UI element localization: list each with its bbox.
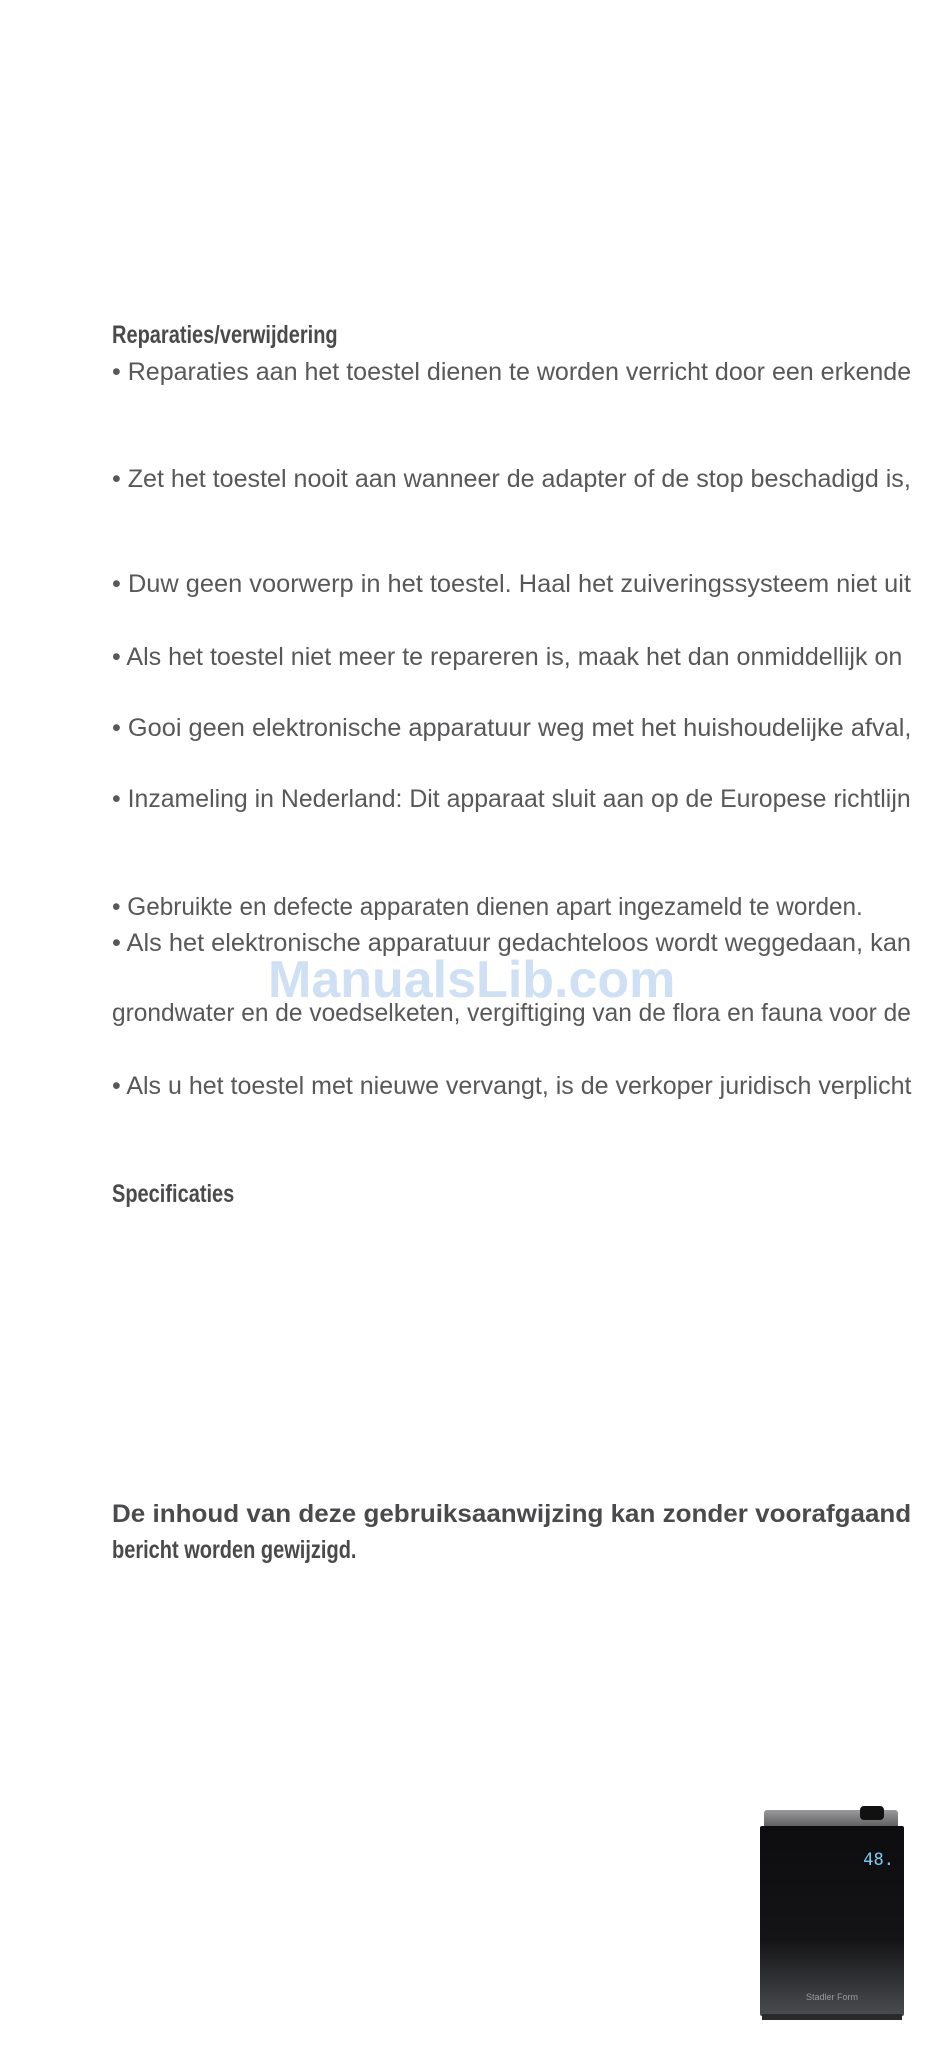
list-item: • Als het toestel niet meer te repareren is, maak het dan onmiddellijk on: [112, 643, 903, 671]
device-body: [760, 1826, 904, 2016]
list-item: • Zet het toestel nooit aan wanneer de adapter of de stop beschadigd is,: [112, 465, 911, 493]
section-heading-specs: Specificaties: [112, 1180, 235, 1208]
device-display: 48.: [863, 1850, 894, 1870]
list-item: • Als u het toestel met nieuwe vervangt, is de verkoper juridisch verplicht: [112, 1072, 912, 1100]
watermark: ManualsLib.com: [268, 951, 676, 1009]
section-heading-repairs: Reparaties/verwijdering: [112, 321, 338, 349]
list-item: • Reparaties aan het toestel dienen te worden verricht door een erkende: [112, 358, 912, 386]
list-item: • Gebruikte en defecte apparaten dienen apart ingezameld te worden.: [112, 893, 863, 921]
device-brand-logo: Stadler Form: [805, 1992, 858, 2002]
knob-icon: [860, 1806, 884, 1820]
list-item: • Gooi geen elektronische apparatuur weg met het huishoudelijke afval,: [112, 714, 912, 742]
list-item: • Als het elektronische apparatuur gedachteloos wordt weggedaan, kan: [112, 929, 912, 957]
notice-text: bericht worden gewijzigd.: [112, 1536, 357, 1564]
list-item: • Inzameling in Nederland: Dit apparaat sluit aan op de Europese richtlijn: [112, 785, 911, 813]
notice-text: De inhoud van deze gebruiksaanwijzing kan zonder voorafgaand: [112, 1500, 912, 1528]
list-item: grondwater en de voedselketen, vergiftiging van de flora en fauna voor de: [112, 999, 911, 1027]
device-base: [762, 2014, 902, 2020]
humidifier-product-image: [758, 1810, 906, 2025]
list-item: • Duw geen voorwerp in het toestel. Haal het zuiveringssysteem niet uit: [112, 570, 911, 598]
